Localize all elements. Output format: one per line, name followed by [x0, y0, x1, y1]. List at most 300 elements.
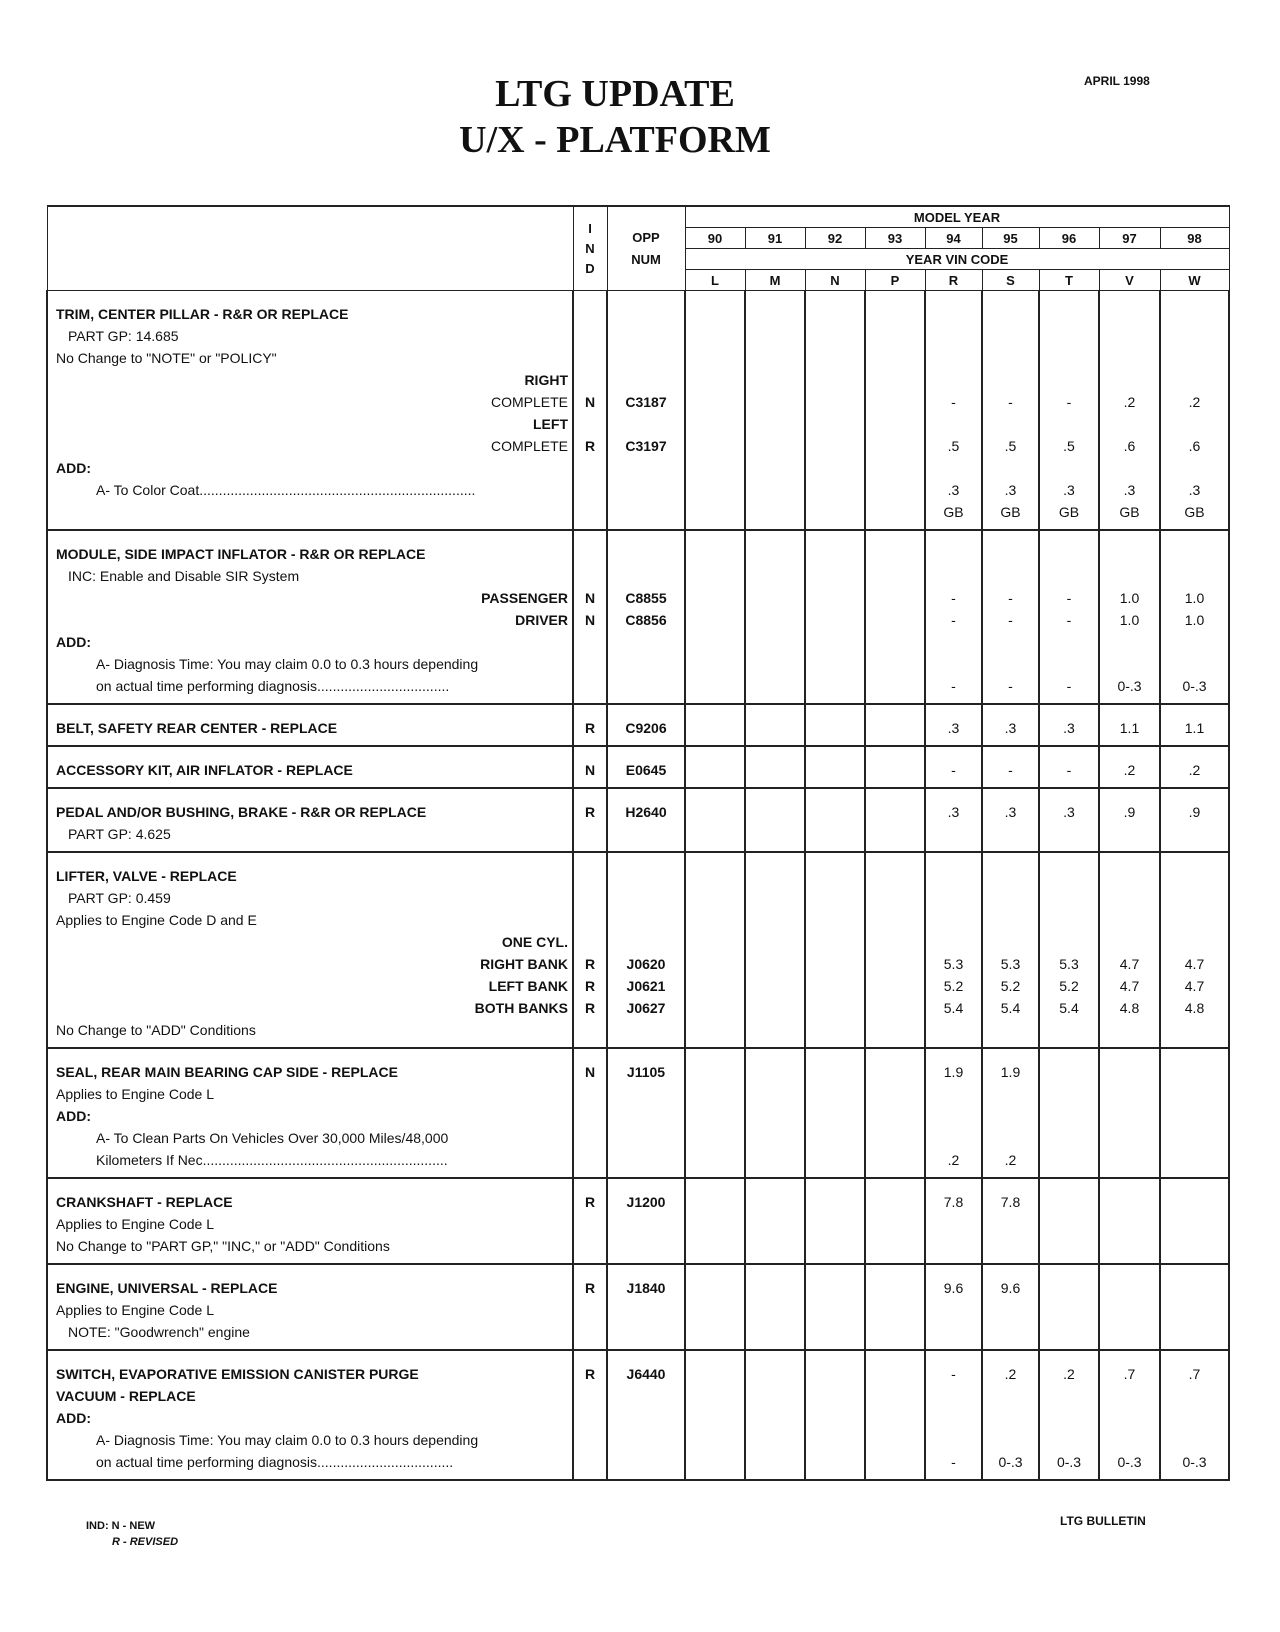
labor-value: .3 [1004, 804, 1017, 820]
labor-value [870, 325, 920, 347]
labor-value [1044, 565, 1094, 587]
labor-value: 4.7 [1184, 956, 1205, 972]
operation-section [47, 291, 1229, 531]
labor-value [690, 997, 740, 1019]
labor-value [987, 303, 1034, 325]
year-93-cell [865, 1264, 925, 1350]
labor-value [750, 1083, 800, 1105]
opp-value: J0621 [626, 978, 666, 994]
labor-value: 5.3 [943, 956, 964, 972]
labor-value [750, 931, 800, 953]
year-92-cell [805, 704, 865, 746]
labor-value [930, 1213, 977, 1235]
vin-code-header-M: M [745, 270, 805, 291]
opp-value [612, 865, 680, 887]
labor-value [1104, 1127, 1155, 1149]
labor-value [690, 369, 740, 391]
ind-value [578, 1407, 602, 1429]
opp-value: C9206 [625, 720, 667, 736]
ind-value: R [584, 1366, 596, 1382]
labor-value [690, 823, 740, 845]
line-text: No Change to "NOTE" or "POLICY" [56, 350, 277, 366]
labor-value [1104, 1277, 1155, 1299]
labor-value [870, 435, 920, 457]
labor-value [1104, 1299, 1155, 1321]
ind-cell [573, 746, 607, 788]
labor-value [1044, 1407, 1094, 1429]
labor-value: .2 [1004, 1366, 1017, 1382]
year-90-cell [685, 530, 745, 704]
labor-value [750, 953, 800, 975]
labor-value [987, 1105, 1034, 1127]
labor-value [750, 369, 800, 391]
labor-value: - [951, 1454, 956, 1470]
labor-value: 5.3 [1059, 956, 1079, 972]
opp-value [612, 1321, 680, 1343]
labor-value [810, 1149, 860, 1171]
labor-value [810, 953, 860, 975]
opp-num-header: OPP NUM [607, 206, 685, 291]
labor-value: .6 [1123, 438, 1136, 454]
year-header-96: 96 [1039, 228, 1099, 249]
labor-value [1165, 631, 1224, 653]
labor-value [1104, 653, 1155, 675]
labor-value: .2 [1063, 1366, 1075, 1382]
labor-value [1104, 1385, 1155, 1407]
operation-section [47, 1264, 1229, 1350]
labor-value [810, 1451, 860, 1473]
opp-value [612, 325, 680, 347]
year-95-cell [982, 704, 1039, 746]
labor-value [690, 587, 740, 609]
labor-value [810, 1083, 860, 1105]
labor-value [750, 1235, 800, 1257]
ind-value: R [584, 438, 596, 454]
labor-value: 0-.3 [1182, 678, 1207, 694]
labor-value [1104, 1105, 1155, 1127]
labor-value [750, 543, 800, 565]
labor-value [1165, 823, 1224, 845]
labor-value: .3 [1063, 804, 1075, 820]
labor-value [690, 1451, 740, 1473]
opp-value: J1840 [626, 1280, 666, 1296]
labor-value [810, 347, 860, 369]
line-text: RIGHT [524, 372, 568, 388]
labor-value [870, 1061, 920, 1083]
ind-value [578, 865, 602, 887]
labor-value [1165, 413, 1224, 435]
labor-value [1104, 1235, 1155, 1257]
labor-value [690, 347, 740, 369]
labor-value [1044, 1385, 1094, 1407]
year-94-cell [925, 1048, 982, 1178]
ind-value: R [584, 956, 596, 972]
opp-value: H2640 [625, 804, 667, 820]
year-90-cell [685, 788, 745, 852]
labor-value [690, 953, 740, 975]
labor-value [987, 823, 1034, 845]
labor-value [930, 1429, 977, 1451]
labor-value [750, 865, 800, 887]
labor-value [1165, 369, 1224, 391]
labor-value: .3 [1188, 482, 1201, 498]
labor-value [1044, 1321, 1094, 1343]
labor-value [690, 631, 740, 653]
year-92-cell [805, 852, 865, 1048]
labor-value [1104, 347, 1155, 369]
opp-num-cell [607, 1048, 685, 1178]
year-92-cell [805, 291, 865, 531]
labor-value [1165, 653, 1224, 675]
labor-value [987, 565, 1034, 587]
labor-value [870, 1429, 920, 1451]
opp-value [612, 931, 680, 953]
labor-value: .7 [1123, 1366, 1136, 1382]
line-text: PASSENGER [481, 590, 568, 606]
labor-value [1104, 631, 1155, 653]
labor-value [810, 653, 860, 675]
operation-section [47, 852, 1229, 1048]
labor-value [930, 413, 977, 435]
labor-value: 5.3 [1000, 956, 1021, 972]
labor-value [1044, 1299, 1094, 1321]
year-90-cell [685, 746, 745, 788]
labor-value [987, 1429, 1034, 1451]
labor-value [750, 1451, 800, 1473]
labor-time-table [46, 205, 1230, 1481]
opp-value [612, 369, 680, 391]
labor-value: .7 [1188, 1366, 1201, 1382]
line-text [52, 501, 568, 523]
labor-value [1165, 1299, 1224, 1321]
labor-value [1104, 413, 1155, 435]
ind-value [578, 369, 602, 391]
bulletin-date: APRIL 1998 [1084, 74, 1150, 88]
labor-value [930, 931, 977, 953]
labor-value [810, 565, 860, 587]
labor-value [870, 1191, 920, 1213]
year-98-cell [1160, 291, 1229, 531]
vin-code-header-S: S [982, 270, 1039, 291]
labor-value [690, 457, 740, 479]
labor-value [1165, 1127, 1224, 1149]
labor-value [750, 801, 800, 823]
labor-value [1104, 325, 1155, 347]
year-header-95: 95 [982, 228, 1039, 249]
line-text: MODULE, SIDE IMPACT INFLATOR - R&R OR REPLACE [56, 546, 426, 562]
labor-value: .2 [947, 1152, 960, 1168]
labor-value [750, 325, 800, 347]
labor-value [930, 543, 977, 565]
labor-value [810, 675, 860, 697]
labor-value [810, 823, 860, 845]
labor-value [750, 975, 800, 997]
year-91-cell [745, 788, 805, 852]
year-header-90: 90 [685, 228, 745, 249]
ind-value: N [584, 590, 596, 606]
opp-num-cell [607, 530, 685, 704]
year-header-93: 93 [865, 228, 925, 249]
labor-value: 5.2 [1059, 978, 1079, 994]
labor-value [1044, 457, 1094, 479]
labor-value: - [1066, 762, 1072, 778]
labor-value [870, 1385, 920, 1407]
labor-value: GB [1184, 504, 1205, 520]
labor-value [810, 1061, 860, 1083]
labor-value [870, 303, 920, 325]
labor-value [750, 1321, 800, 1343]
labor-value [1165, 1277, 1224, 1299]
labor-value [1104, 865, 1155, 887]
ind-header: I N D [573, 206, 607, 291]
opp-value [612, 1429, 680, 1451]
labor-value [750, 435, 800, 457]
line-text: PEDAL AND/OR BUSHING, BRAKE - R&R OR REPLACE [56, 804, 427, 820]
labor-value [810, 457, 860, 479]
line-text: PART GP: 0.459 [68, 890, 171, 906]
operation-section [47, 530, 1229, 704]
labor-value [987, 1127, 1034, 1149]
opp-value [612, 565, 680, 587]
year-95-cell [982, 788, 1039, 852]
year-93-cell [865, 704, 925, 746]
year-95-cell [982, 1048, 1039, 1178]
labor-value [870, 1149, 920, 1171]
labor-value [987, 653, 1034, 675]
labor-value [1165, 909, 1224, 931]
year-96-cell [1039, 530, 1099, 704]
year-header-94: 94 [925, 228, 982, 249]
opp-value [612, 1083, 680, 1105]
year-98-cell [1160, 1048, 1229, 1178]
labor-value: .2 [1188, 394, 1201, 410]
labor-value: - [1066, 394, 1072, 410]
labor-value [810, 435, 860, 457]
labor-value [1044, 1213, 1094, 1235]
line-text: ONE CYL. [501, 934, 568, 950]
labor-value: - [1008, 612, 1013, 628]
labor-value: .5 [1063, 438, 1075, 454]
labor-value [690, 391, 740, 413]
line-text: BOTH BANKS [474, 1000, 568, 1016]
year-96-cell [1039, 291, 1099, 531]
labor-value [690, 759, 740, 781]
labor-value: 0-.3 [1117, 678, 1142, 694]
opp-value: J0620 [626, 956, 666, 972]
line-text: on actual time performing diagnosis.................................. [96, 678, 450, 694]
ind-value [578, 675, 602, 697]
labor-value [1104, 369, 1155, 391]
ind-cell [573, 1264, 607, 1350]
labor-value [690, 1191, 740, 1213]
year-94-cell [925, 704, 982, 746]
labor-value [930, 1321, 977, 1343]
labor-value: 0-.3 [1117, 1454, 1142, 1470]
line-text: ACCESSORY KIT, AIR INFLATOR - REPLACE [56, 762, 353, 778]
labor-value [810, 1363, 860, 1385]
labor-value [870, 759, 920, 781]
labor-value [690, 1385, 740, 1407]
ind-value [578, 501, 602, 523]
ind-value [578, 631, 602, 653]
line-text: Applies to Engine Code L [56, 1086, 214, 1102]
line-text: No Change to "ADD" Conditions [56, 1022, 256, 1038]
ind-value: N [584, 762, 596, 778]
labor-value: 9.6 [943, 1280, 964, 1296]
line-text: LEFT BANK [488, 978, 568, 994]
line-text: Applies to Engine Code D and E [56, 912, 257, 928]
labor-value [1165, 1321, 1224, 1343]
labor-value [870, 501, 920, 523]
labor-value [870, 609, 920, 631]
line-text: CRANKSHAFT - REPLACE [56, 1194, 233, 1210]
labor-value: 1.0 [1119, 612, 1140, 628]
labor-value [1165, 1407, 1224, 1429]
labor-value [1044, 347, 1094, 369]
line-text: VACUUM - REPLACE [56, 1388, 196, 1404]
labor-value [930, 653, 977, 675]
year-90-cell [685, 1178, 745, 1264]
labor-value [987, 887, 1034, 909]
year-97-cell [1099, 1178, 1160, 1264]
labor-value [1044, 909, 1094, 931]
labor-value [1104, 1083, 1155, 1105]
labor-value [870, 1363, 920, 1385]
labor-value [870, 931, 920, 953]
year-header-91: 91 [745, 228, 805, 249]
opp-num-cell [607, 788, 685, 852]
ind-value [578, 1083, 602, 1105]
opp-value [612, 1149, 680, 1171]
opp-value [612, 457, 680, 479]
labor-value [750, 823, 800, 845]
description-cell [47, 291, 573, 531]
year-97-cell [1099, 852, 1160, 1048]
labor-value [810, 975, 860, 997]
year-93-cell [865, 1178, 925, 1264]
opp-value [612, 653, 680, 675]
ind-legend [86, 1518, 178, 1550]
labor-value [1104, 823, 1155, 845]
labor-value: GB [1000, 504, 1021, 520]
labor-value [870, 631, 920, 653]
ind-value [578, 1127, 602, 1149]
labor-value [750, 565, 800, 587]
labor-value: 5.4 [1059, 1000, 1079, 1016]
labor-value: 0-.3 [1182, 1454, 1207, 1470]
labor-value [870, 1299, 920, 1321]
labor-value [750, 909, 800, 931]
labor-value [930, 347, 977, 369]
ind-value [578, 347, 602, 369]
year-96-cell [1039, 1264, 1099, 1350]
labor-value [930, 823, 977, 845]
year-93-cell [865, 291, 925, 531]
labor-value [987, 1213, 1034, 1235]
labor-value [1165, 457, 1224, 479]
labor-value: .3 [1063, 482, 1075, 498]
labor-value: .2 [1123, 394, 1136, 410]
year-90-cell [685, 1048, 745, 1178]
year-92-cell [805, 746, 865, 788]
line-text: PART GP: 14.685 [68, 328, 179, 344]
line-text: ENGINE, UNIVERSAL - REPLACE [56, 1280, 278, 1296]
labor-value: .9 [1123, 804, 1136, 820]
labor-value [1104, 1321, 1155, 1343]
labor-value [690, 675, 740, 697]
labor-value [870, 369, 920, 391]
description-cell [47, 1264, 573, 1350]
labor-value [870, 565, 920, 587]
labor-value [987, 931, 1034, 953]
labor-value: .2 [1188, 762, 1201, 778]
year-92-cell [805, 530, 865, 704]
year-97-cell [1099, 746, 1160, 788]
labor-value [690, 303, 740, 325]
labor-value [690, 887, 740, 909]
ind-cell [573, 1048, 607, 1178]
labor-value [810, 543, 860, 565]
labor-value [987, 1235, 1034, 1257]
labor-value: .3 [947, 804, 960, 820]
year-93-cell [865, 1350, 925, 1480]
labor-value [690, 1213, 740, 1235]
labor-value: .3 [1004, 482, 1017, 498]
labor-value [870, 1407, 920, 1429]
year-95-cell [982, 1178, 1039, 1264]
opp-value [612, 675, 680, 697]
ind-value [578, 543, 602, 565]
year-92-cell [805, 1350, 865, 1480]
labor-value: 5.4 [1000, 1000, 1021, 1016]
labor-value [930, 909, 977, 931]
year-90-cell [685, 852, 745, 1048]
labor-value [1104, 543, 1155, 565]
labor-value: .2 [1123, 762, 1136, 778]
labor-value [1044, 543, 1094, 565]
labor-value [987, 1019, 1034, 1041]
opp-value [612, 1127, 680, 1149]
year-97-cell [1099, 1350, 1160, 1480]
opp-value [612, 1105, 680, 1127]
labor-value [1104, 1019, 1155, 1041]
labor-value [690, 413, 740, 435]
ind-value: R [584, 1000, 596, 1016]
ind-value [578, 653, 602, 675]
legend-revised: R - REVISED [112, 1536, 179, 1548]
year-92-cell [805, 788, 865, 852]
labor-value [1165, 303, 1224, 325]
opp-num-cell [607, 746, 685, 788]
year-93-cell [865, 1048, 925, 1178]
opp-value [612, 501, 680, 523]
ind-cell [573, 291, 607, 531]
labor-value [1044, 1277, 1094, 1299]
labor-value [870, 717, 920, 739]
labor-value [1104, 1407, 1155, 1429]
year-94-cell [925, 530, 982, 704]
labor-value [810, 1105, 860, 1127]
year-96-cell [1039, 852, 1099, 1048]
labor-value [690, 801, 740, 823]
labor-value [810, 717, 860, 739]
year-94-cell [925, 1350, 982, 1480]
year-94-cell [925, 852, 982, 1048]
labor-value [1044, 653, 1094, 675]
year-94-cell [925, 788, 982, 852]
labor-value [1165, 1149, 1224, 1171]
year-95-cell [982, 746, 1039, 788]
